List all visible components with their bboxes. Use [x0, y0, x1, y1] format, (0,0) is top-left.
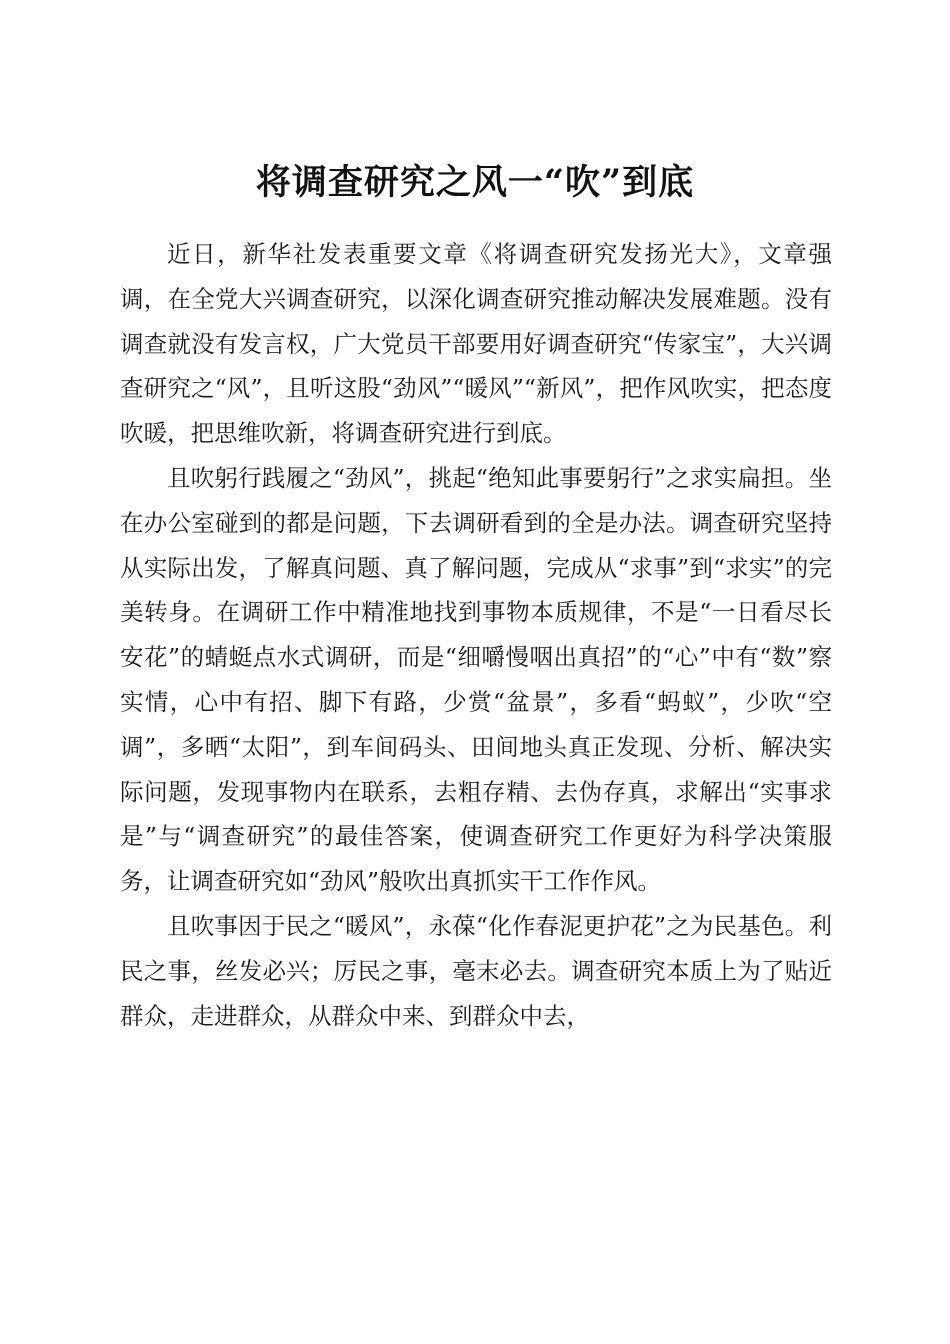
- document-title: 将调查研究之风一“吹”到底: [255, 162, 695, 204]
- paragraph-jinfeng: 且吹躬行践履之“劲风”，挑起“绝知此事要躬行”之求实扁担。坐在办公室碰到的都是问题，下去调研看到的全是办法。调查研究坚持从实际出发，了解真问题、真了解问题，完成从“求事”到“求实”的完美转身。在调研工作中精准地找到事物本质规律，不是“一日看尽长安花”的蜻蜓点水式调研，而是“细嚼慢咽出真招”的“心”中有“数”察实情，心中有招、脚下有路，少赏“盆景”，多看“蚂蚁”，少吹“空调”，多晒“太阳”，到车间码头、田间地头真正发现、分析、解决实际问题，发现事物内在联系，去粗存精、去伪存真，求解出“实事求是”与“调查研究”的最佳答案，使调查研究工作更好为科学决策服务，让调查研究如“劲风”般吹出真抓实干工作作风。: [120, 463, 832, 896]
- document-body: [120, 232, 832, 1038]
- paragraph-nuanfeng: 且吹事因于民之“暖风”，永葆“化作春泥更护花”之为民基色。利民之事，丝发必兴；厉民之事，毫末必去。调查研究本质上为了贴近群众，走进群众，从群众中来、到群众中去，: [120, 911, 832, 1030]
- paragraph-intro: 近日，新华社发表重要文章《将调查研究发扬光大》，文章强调，在全党大兴调查研究，以深化调查研究推动解决发展难题。没有调查就没有发言权，广大党员干部要用好调查研究“传家宝”，大兴调查研究之“风”，且听这股“劲风”“暖风”“新风”，把作风吹实，把态度吹暖，把思维吹新，将调查研究进行到底。: [120, 240, 832, 448]
